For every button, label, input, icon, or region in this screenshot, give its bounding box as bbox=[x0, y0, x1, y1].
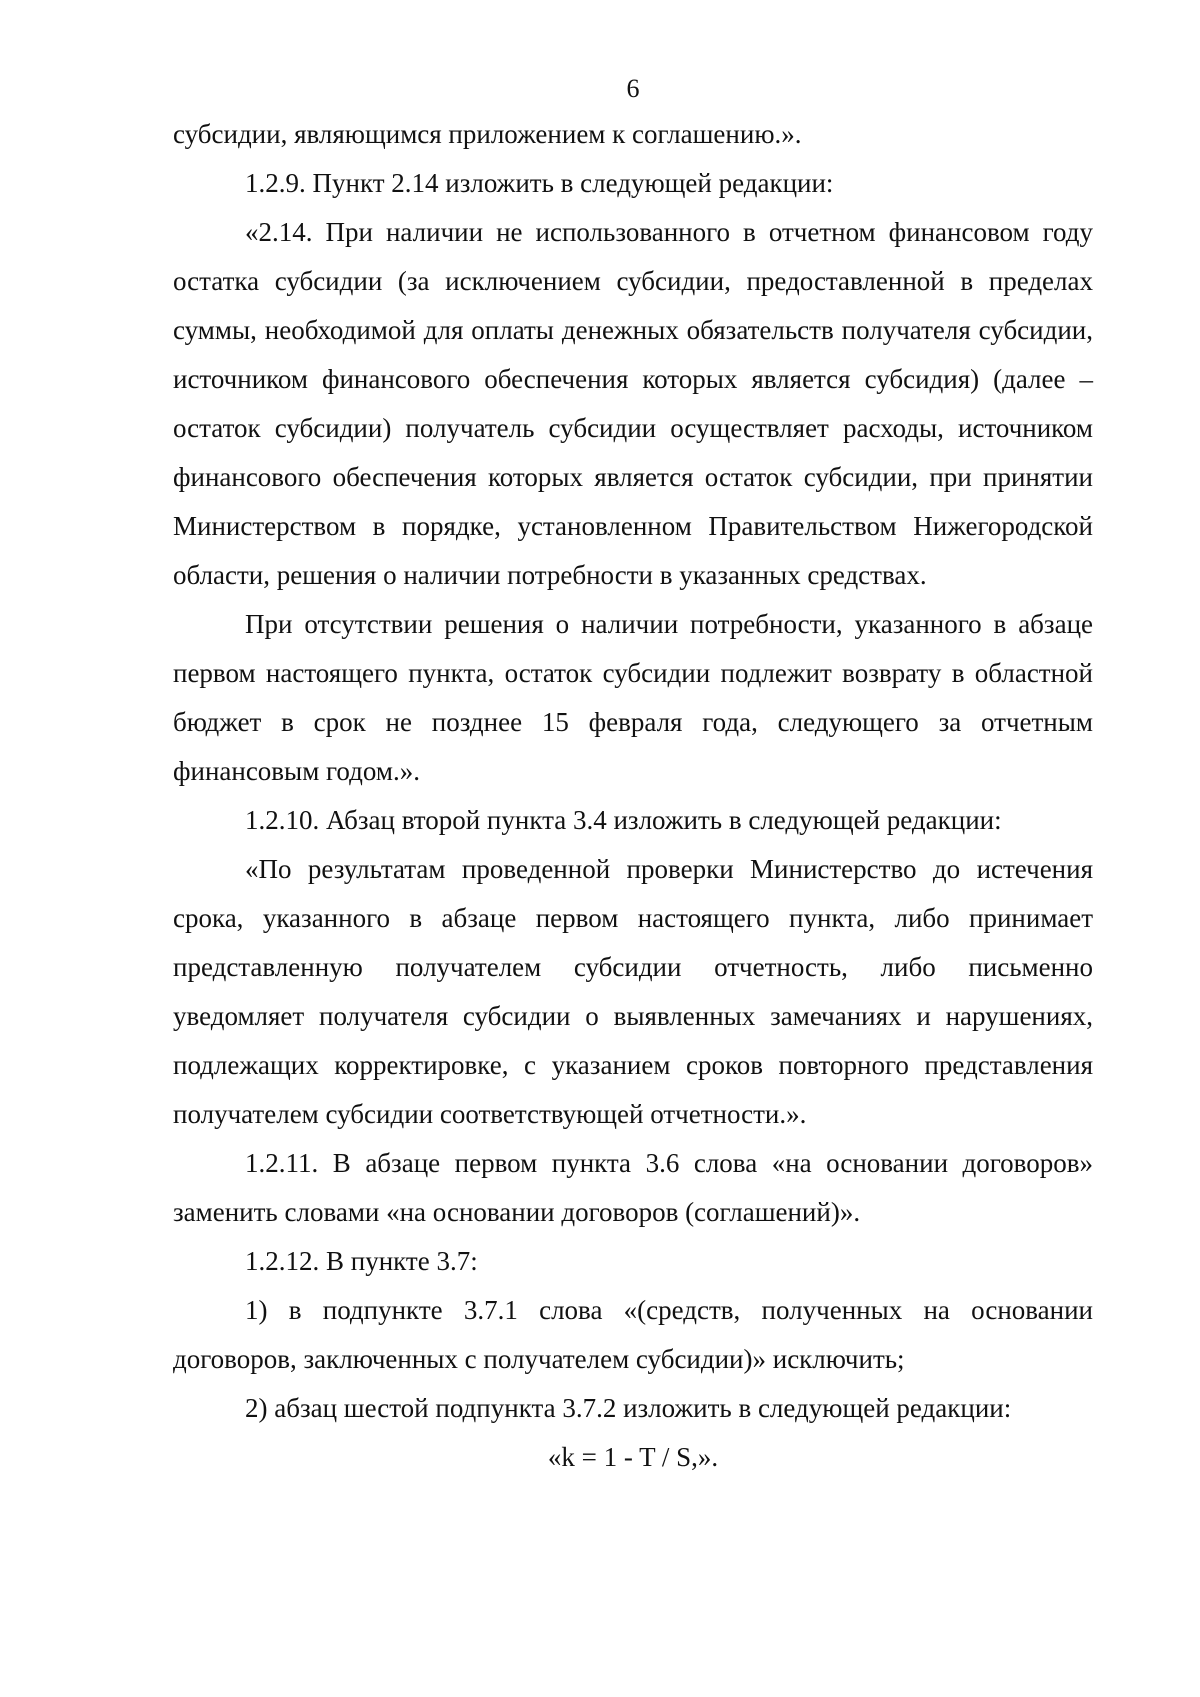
paragraph-9: 1) в подпункте 3.7.1 слова «(средств, полученных на основании договоров, заключенных с получателем субсидии)» исключить; bbox=[173, 1295, 1093, 1374]
page-number: 6 bbox=[626, 74, 640, 103]
paragraph-5: 1.2.10. Абзац второй пункта 3.4 изложить в следующей редакции: bbox=[245, 805, 1002, 835]
formula-line: «k = 1 - T / S,». bbox=[547, 1442, 719, 1472]
document-page bbox=[173, 70, 1093, 1482]
paragraph-8: 1.2.12. В пункте 3.7: bbox=[245, 1246, 478, 1276]
paragraph-10: 2) абзац шестой подпункта 3.7.2 изложить в следующей редакции: bbox=[245, 1393, 1012, 1423]
paragraph-6: «По результатам проведенной проверки Министерство до истечения срока, указанного в абзаце первом настоящего пункта, либо принимает представленную получателем субсидии отчетность, либо письменно уведомляет получателя субсидии о выявленных замечаниях и нарушениях, подлежащих корректировке, с указанием сроков повторного представления получателем субсидии соответствующей отчетности.». bbox=[173, 854, 1093, 1129]
paragraph-7: 1.2.11. В абзаце первом пункта 3.6 слова «на основании договоров» заменить словами «на основании договоров (соглашений)». bbox=[173, 1148, 1093, 1227]
paragraph-1: субсидии, являющимся приложением к соглашению.». bbox=[173, 119, 802, 149]
paragraph-3: «2.14. При наличии не использованного в отчетном финансовом году остатка субсидии (за исключением субсидии, предоставленной в пределах суммы, необходимой для оплаты денежных обязательств получателя субсидии, источником финансового обеспечения которых является субсидия) (далее – остаток субсидии) получатель субсидии осуществляет расходы, источником финансового обеспечения которых является остаток субсидии, при принятии Министерством в порядке, установленном Правительством Нижегородской области, решения о наличии потребности в указанных средствах. bbox=[173, 217, 1093, 590]
paragraph-4: При отсутствии решения о наличии потребности, указанного в абзаце первом настоящего пункта, остаток субсидии подлежит возврату в областной бюджет в срок не позднее 15 февраля года, следующего за отчетным финансовым годом.». bbox=[173, 609, 1093, 786]
paragraph-2: 1.2.9. Пункт 2.14 изложить в следующей редакции: bbox=[245, 168, 834, 198]
